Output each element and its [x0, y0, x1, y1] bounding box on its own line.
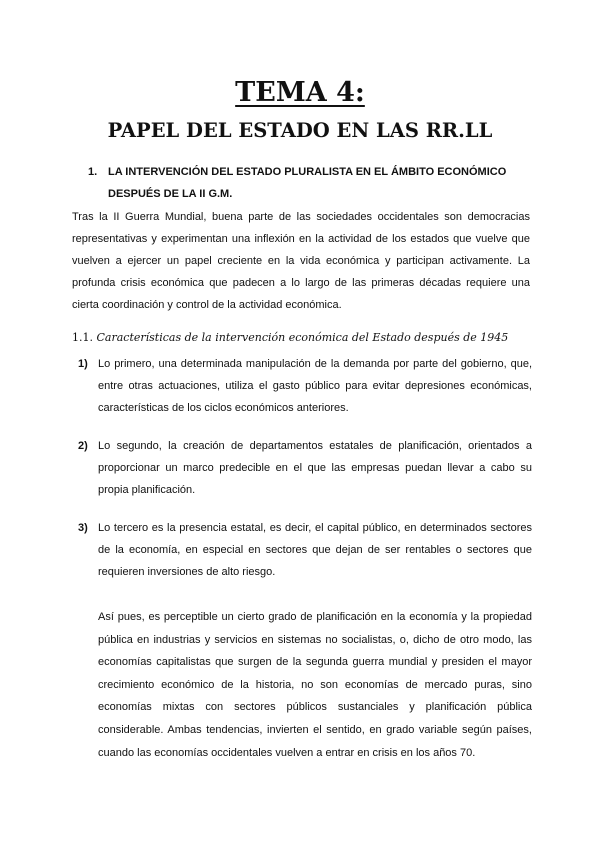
intro-paragraph: Tras la II Guerra Mundial, buena parte de las sociedades occidentales son democracias representativas y experimentan una inflexión en la actividad de los estados que vuelve que vuelven a ejercer un papel creciente en la vida económica y participan activamente. La profunda crisis económica que padecen a lo largo de las primeras décadas requiere una cierta coordinación y control de la actividad económica. — [72, 211, 530, 311]
section-number: 1. — [88, 166, 98, 178]
page-title-text: TEMA 4: — [235, 77, 365, 108]
page-subtitle: PAPEL DEL ESTADO EN LAS RR.LL — [107, 119, 493, 142]
list-item-text: Lo primero, una determinada manipulación de la demanda por parte del gobierno, que, entre otras actuaciones, utiliza el gasto público para evitar depresiones económicas, características de los ciclos económicos anteriores. — [98, 358, 532, 414]
list-item-number: 3) — [78, 522, 88, 534]
list-item-text: Lo segundo, la creación de departamentos estatales de planificación, orientados a proporcionar un marco predecible en el que las empresas puedan llevar a cabo su propia planificación. — [98, 440, 532, 496]
list-item-number: 2) — [78, 440, 88, 452]
list-item — [78, 517, 532, 583]
section-heading-text: LA INTERVENCIÓN DEL ESTADO PLURALISTA EN EL ÁMBITO ECONÓMICO DESPUÉS DE LA II G.M. — [108, 166, 507, 200]
closing-paragraph: Así pues, es perceptible un cierto grado de planificación en la economía y la propiedad pública en industrias y servicios en sistemas no socialistas, o, dicho de otro modo, las economías capitalistas que surgen de la segunda guerra mundial y presiden el mayor crecimiento económico de la historia, no son economías de mercado puras, sino economías mixtas con sectores públicos sustanciales y planificación pública considerable. Ambas tendencias, invierten el sentido, en grado variable según países, cuando las economías occidentales vuelven a entrar en crisis en los años 70. — [98, 611, 532, 759]
subsection-heading — [72, 330, 532, 346]
list-item — [78, 435, 532, 501]
subsection-number: 1.1. — [72, 331, 93, 344]
list-item-text: Lo tercero es la presencia estatal, es decir, el capital público, en determinados sectores de la economía, en especial en sectores que dejan de ser rentables o sectores que requieren inversiones de alto riesgo. — [98, 522, 532, 578]
list-item — [78, 353, 532, 419]
subsection-title: Características de la intervención económica del Estado después de 1945 — [96, 331, 509, 344]
list-item-number: 1) — [78, 358, 88, 370]
page-title — [0, 76, 600, 110]
section-heading — [88, 161, 548, 205]
